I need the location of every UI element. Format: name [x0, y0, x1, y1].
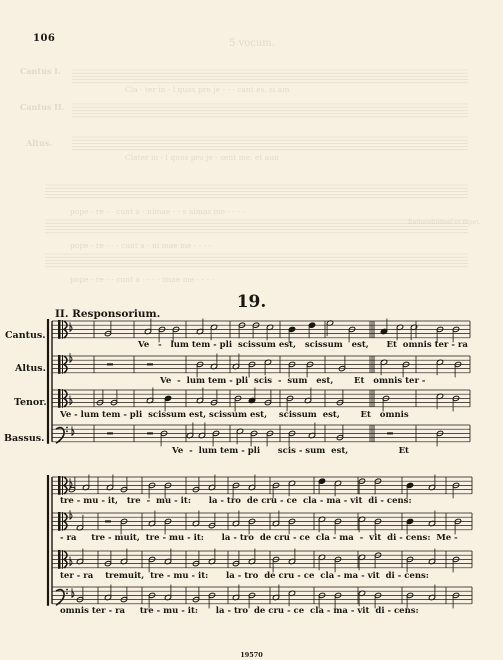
lyric-bassus-s2: omnis ter - ra tre - mu - it: la - tro de cru - ce cla - ma - vit di - cens:	[60, 606, 419, 616]
lyric-altus-s2: - ra tre - muit, tre - mu - it: la - tro de cru - ce cla - ma - vit di - cens: Me -	[60, 533, 458, 543]
ghost-heading: 5 vocum.	[229, 38, 275, 49]
ghost-voice-1: Cantus I.	[20, 66, 61, 76]
notes	[68, 319, 461, 609]
page-number: 106	[33, 33, 56, 44]
voice-label-altus: Altus.	[15, 363, 46, 374]
responsorium-title: II. Responsorium.	[55, 308, 161, 320]
lyric-tenor-s2: ter - ra tremuit, tre - mu - it: la - tro de cru - ce cla - ma - vit di - cens:	[60, 571, 429, 581]
lyric-tenor-s1: Ve - lum tem - pli scissum est, scissum est, scissum est, Et omnis	[60, 410, 409, 420]
voice-label-cantus: Cantus.	[5, 330, 46, 341]
ghost-lyric-4: pope - re - - - cunt a - ni mae me - - - -	[70, 241, 212, 250]
section-number: 19.	[236, 292, 267, 312]
ghost-voice-3: Altus.	[26, 138, 53, 148]
lyric-cantus-s2: tre - mu - it, tre - mu - it: la - tro de cru - ce cla - ma - vit di - cens:	[60, 496, 412, 506]
ghost-lyric-3: pope - re - - cunt a - nimae - - s aimas me - - - -	[70, 207, 245, 216]
ghost-lyric-2: Clater in - l quos pro je - sent me, et aun	[125, 153, 279, 162]
lyric-cantus-s1: Ve - lum tem - pli scissum est, scissum est, Et omnis ter - ra	[138, 340, 468, 350]
voice-label-bassus: Bassus.	[4, 433, 45, 444]
lyric-altus-s1: Ve - lum tem - pli scis - sum est, Et omnis ter -	[160, 376, 426, 386]
ghost-voice-2: Cantus II.	[20, 102, 65, 112]
ghost-lyric-1: Cla - ter in - l quos pro je - - - cant es, si am	[125, 85, 290, 94]
lyric-bassus-s1: Ve - lum tem - pli scis - sum est, Et	[172, 446, 409, 456]
ghost-side-note: Entnsteliiidea! et repet.	[408, 219, 481, 226]
ghost-lyric-5: pope - re - - cunt a - - - - imae me - - - -	[70, 275, 214, 284]
voice-label-tenor: Tenor.	[14, 397, 47, 408]
plate-number: 19570	[240, 651, 263, 659]
